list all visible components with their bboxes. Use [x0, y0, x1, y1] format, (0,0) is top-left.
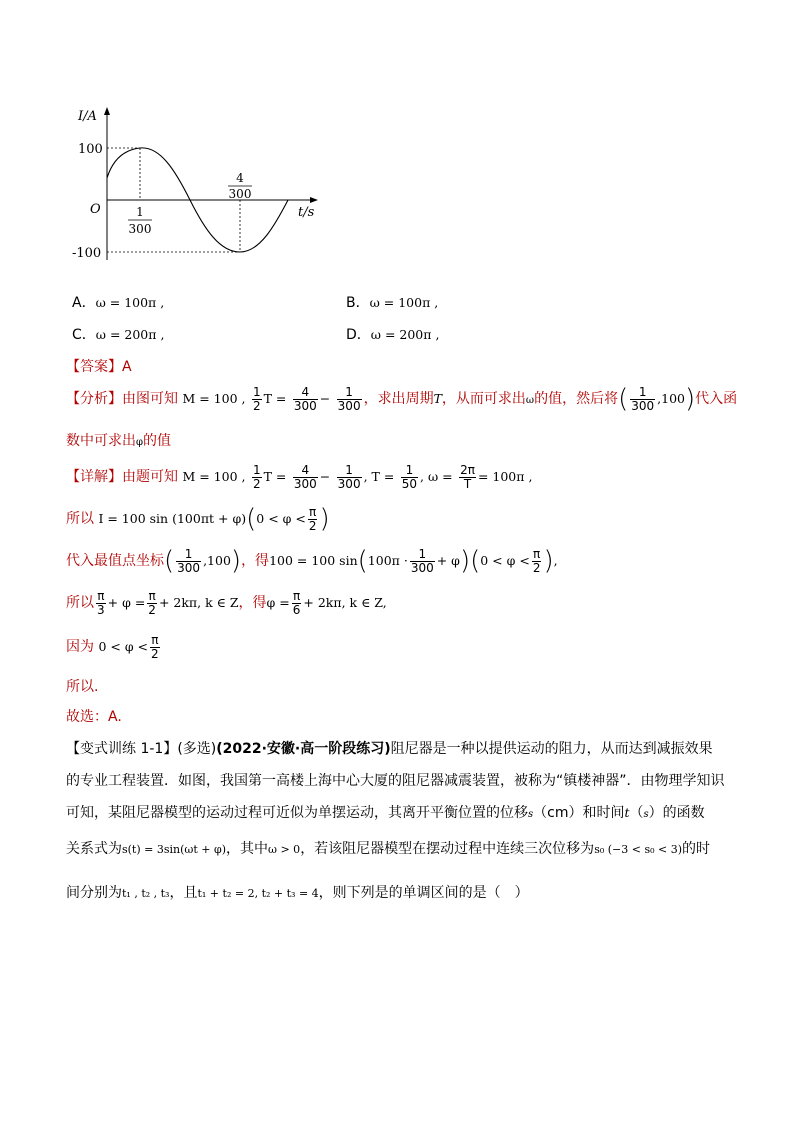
variant-text-4c: ，若该阻尼器模型在摆动过程中连续三次位移为 [300, 841, 595, 857]
variant-text-1: 阻尼器是一种以提供运动的阻力，从而达到减振效果 [390, 741, 713, 757]
option-a[interactable] [72, 292, 164, 312]
answer-label: 【答案】 [66, 359, 122, 375]
detail-k2: + 2kπ, k ∈ Z [303, 595, 383, 611]
x2-numerator: 4 [236, 171, 244, 185]
variant-line-2: 的专业工程装置．如图，我国第一高楼上海中心大厦的阻尼器减震装置，被称为“镇楼神器”．由物理学知识 [66, 773, 725, 789]
detail-frac-1-300: $\frac{1}{300}$ [337, 463, 361, 491]
variant-text-3d: ）的函数 [648, 805, 705, 821]
detail-text-1: 由题可知 [122, 469, 178, 486]
detail-eq100: 100 = 100 sin [269, 553, 358, 569]
analysis-line-1: 【分析】由图可知 M = 100 , $\frac{1}{2}$ T = $\frac{4}{300}$ − $\frac{1}{300}$ ，求出周期T，从而可求出ω的值，然后将( $\frac{1}{300}$ ,100)代入函 [66, 384, 738, 415]
variant-s0: s₀ (−3 < s₀ < 3) [594, 843, 683, 856]
detail-phi-is: φ = [266, 595, 290, 611]
variant-text-3a: 可知，某阻尼器模型的运动过程可近似为单摆运动，其离开平衡位置的位移 [66, 805, 528, 821]
detail-I-eq: I = 100 sin (100πt + φ) [98, 511, 247, 527]
detail-cond-2: 0 < φ < [480, 553, 530, 569]
variant-text-5b: ，且 [169, 885, 198, 901]
detail-line-4: 所以 $\frac{\pi}{3}$ + φ = $\frac{\pi}{2}$ + 2kπ, k ∈ Z，得φ = $\frac{\pi}{6}$ + 2kπ, k ∈ Z, [66, 589, 387, 617]
variant-text-3c: （ [629, 805, 644, 821]
analysis-T-var: T [433, 391, 442, 407]
detail-T2: , T = [363, 469, 395, 485]
detail-cond-1: 0 < φ < [256, 511, 306, 527]
detail-frac-pi2-d: $\frac{\pi}{2}$ [151, 633, 159, 661]
detail-frac-pi2-c: $\frac{\pi}{2}$ [148, 589, 156, 617]
y-axis-arrow-icon [104, 107, 110, 115]
analysis-text-3: ，从而可求出 [441, 391, 526, 408]
variant-line-5: 间分别为t₁ , t₂ , t₃，且t₁ + t₂ = 2, t₂ + t₃ = 4，则下列是的单调区间的是（ ） [66, 885, 529, 901]
detail-frac-1-50: $\frac{1}{50}$ [401, 463, 418, 491]
detail-get-2: ，得 [238, 595, 267, 612]
option-c-formula: ω = 200π , [95, 327, 165, 342]
analysis-text-7: 的值 [143, 433, 172, 449]
analysis-phi: φ [136, 437, 144, 448]
analysis-m-eq: M = 100 , [182, 391, 246, 407]
analysis-text-4: 的值，然后将 [534, 391, 619, 408]
detail-frac-half: $\frac{1}{2}$ [252, 463, 261, 491]
variant-line-3 [66, 802, 705, 822]
detail-cond-3: 0 < φ < [98, 639, 149, 655]
variant-text-4d: 的时 [682, 841, 711, 857]
current-time-graph [60, 100, 330, 275]
analysis-minus: − [319, 391, 331, 407]
variant-times: t₁ , t₂ , t₃ [122, 887, 170, 900]
option-d[interactable] [346, 324, 439, 344]
variant-eq-1: t₁ + t₂ = 2 [197, 887, 255, 900]
frac-1-300: $\frac{1}{300}$ [337, 385, 361, 413]
detail-so-1: 所以 [66, 511, 94, 528]
analysis-line-2 [66, 430, 171, 450]
analysis-text-1: 由图可知 [122, 391, 178, 408]
variant-text-5c: ，则下列是 [318, 885, 389, 901]
option-b[interactable] [346, 292, 438, 312]
variant-text-4a: 关系式为 [66, 841, 122, 857]
y-min-label: -100 [72, 246, 102, 261]
detail-frac-pi3: $\frac{\pi}{3}$ [97, 589, 105, 617]
x2-denominator: 300 [228, 187, 252, 201]
detail-w-eq: , ω = [420, 469, 453, 485]
option-d-letter: D． [346, 327, 371, 343]
variant-tag: 【变式训练 1-1】(多选) [66, 741, 217, 757]
detail-frac-2pi-T: $\frac{2\pi}{T}$ [460, 463, 475, 491]
detail-frac-pi2-b: $\frac{\pi}{2}$ [532, 547, 541, 575]
x-axis-label: t/s [298, 205, 315, 220]
option-b-formula: ω = 100π , [369, 295, 439, 310]
x-axis-arrow-icon [310, 197, 318, 203]
detail-line-2: 所以 I = 100 sin (100πt + φ)(0 < φ < $\frac{\pi}{2}$ ) [66, 504, 330, 535]
variant-omega-cond: ω > 0 [268, 843, 301, 856]
detail-T-eq: T = [263, 469, 287, 485]
detail-inner: 100π · [367, 553, 408, 569]
y-axis-label: I/A [78, 109, 97, 124]
variant-text-4b: ，其中 [226, 841, 268, 857]
analysis-T: T = [263, 391, 287, 407]
detail-line-6: 所以. [66, 679, 99, 695]
detail-phi-eq: + φ = [107, 595, 146, 611]
detail-label: 【详解】 [66, 469, 122, 486]
option-d-formula: ω = 200π , [370, 327, 440, 342]
variant-text-3b: （cm）和时间 [533, 805, 625, 821]
detail-m-eq: M = 100 , [182, 469, 246, 485]
detail-because: 因为 [66, 639, 94, 656]
detail-line-3: 代入最值点坐标( $\frac{1}{300}$ ,100)，得100 = 100 sin(100π · $\frac{1}{300}$ + φ)(0 < φ < $\frac{\pi}{2}$ ), [66, 546, 558, 577]
variant-text-5a: 间分别为 [66, 885, 122, 901]
analysis-label: 【分析】 [66, 391, 122, 408]
detail-frac-point: $\frac{1}{300}$ [177, 547, 201, 575]
answer-line [66, 356, 132, 376]
x1-denominator: 300 [128, 222, 152, 236]
variant-t-var: t [624, 805, 630, 820]
detail-line-5 [66, 634, 162, 660]
analysis-omega: ω [525, 395, 535, 407]
analysis-text-2: ，求出周期 [363, 391, 434, 408]
frac-4-300: $\frac{4}{300}$ [293, 385, 317, 413]
variant-line-4 [66, 838, 710, 858]
detail-line-7: 故选：A. [66, 709, 122, 725]
answer-value: A [122, 359, 132, 375]
option-a-formula: ω = 100π , [95, 295, 165, 310]
option-c-letter: C． [72, 327, 96, 343]
variant-source: (2022·安徽·高一阶段练习) [216, 741, 391, 757]
detail-frac-4-300: $\frac{4}{300}$ [293, 463, 317, 491]
variant-eq-2: t₂ + t₃ = 4 [261, 887, 319, 900]
option-c[interactable] [72, 324, 164, 344]
frac-point: $\frac{1}{300}$ [631, 385, 655, 413]
detail-line-1 [66, 464, 532, 490]
option-b-letter: B． [346, 295, 370, 311]
detail-minus: − [319, 469, 331, 485]
analysis-point-tail: ,100 [657, 391, 685, 407]
variant-text-5d: 的单调区间的是（ ） [388, 885, 529, 901]
detail-sub-text: 代入最值点坐标 [66, 553, 164, 570]
detail-point-tail: ,100 [203, 553, 231, 569]
detail-k1: + 2kπ, k ∈ Z [158, 595, 239, 611]
detail-frac-pi2-a: $\frac{\pi}{2}$ [308, 505, 317, 533]
analysis-text-5: 代入函 [695, 391, 738, 408]
variant-formula: s(t) = 3sin(ωt + φ) [122, 843, 226, 856]
variant-s-unit: s [643, 809, 649, 820]
frac-half: $\frac{1}{2}$ [252, 385, 261, 413]
analysis-text-6: 数中可求出 [66, 433, 136, 449]
variant-s-var: s [528, 809, 534, 820]
detail-plus-phi: + φ [436, 553, 460, 569]
detail-frac-pi6: $\frac{\pi}{6}$ [292, 589, 301, 617]
detail-get: ，得 [241, 553, 270, 570]
x1-numerator: 1 [136, 205, 144, 219]
detail-frac-1-300-b: $\frac{1}{300}$ [410, 547, 434, 575]
detail-w-result: = 100π , [477, 469, 533, 485]
y-max-label: 100 [78, 142, 103, 157]
option-a-letter: A． [72, 295, 96, 311]
origin-label: O [90, 202, 101, 217]
variant-line-1 [66, 738, 713, 758]
detail-so-2: 所以 [66, 595, 94, 612]
